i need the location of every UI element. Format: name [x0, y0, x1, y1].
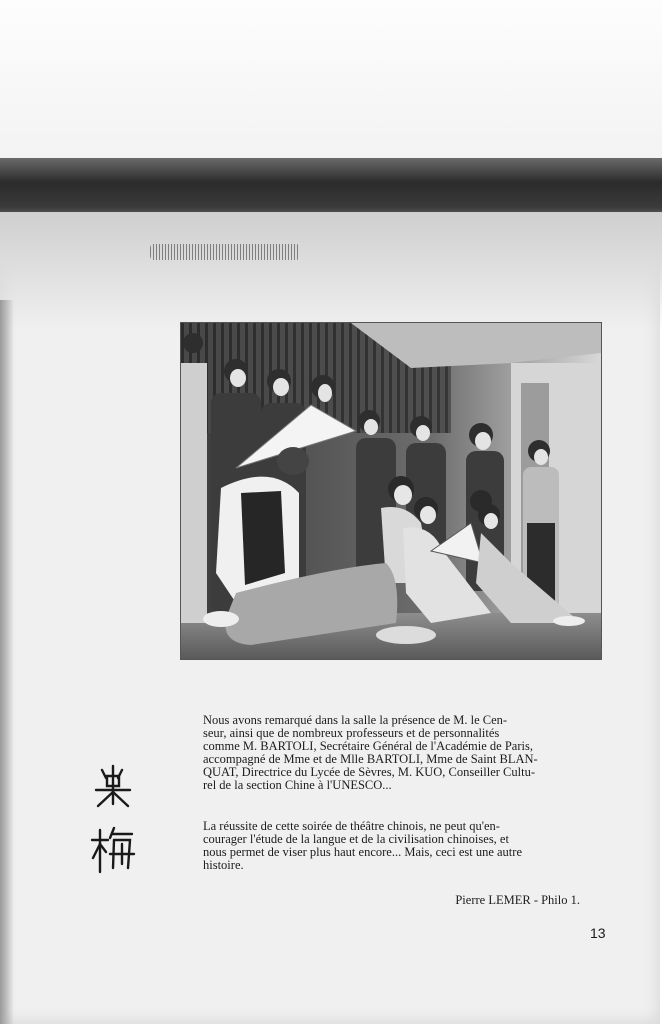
page-fold-shadow — [0, 212, 662, 332]
header-ornament — [150, 244, 300, 260]
theatre-group-photo — [180, 322, 602, 660]
text-line: rel de la section Chine à l'UNESCO... — [203, 778, 392, 792]
text-line: comme M. BARTOLI, Secrétaire Général de l'Académie de Paris, — [203, 739, 533, 753]
author-signature: Pierre LEMER - Philo 1. — [455, 893, 580, 907]
chinese-calligraphy-seal — [88, 760, 138, 880]
text-line: La réussite de cette soirée de théâtre chinois, ne peut qu'en- — [203, 819, 500, 833]
page-gutter-edge — [0, 300, 14, 1024]
text-line: seur, ainsi que de nombreux professeurs et de personnalités — [203, 726, 500, 740]
text-line: Nous avons remarqué dans la salle la présence de M. le Cen- — [203, 713, 508, 727]
text-line: histoire. — [203, 858, 244, 872]
text-line: nous permet de viser plus haut encore... Mais, ceci est une autre — [203, 845, 522, 859]
text-line: courager l'étude de la langue et de la civilisation chinoises, et — [203, 832, 509, 846]
paragraph-conclusion — [203, 820, 603, 872]
page-number: 13 — [590, 925, 606, 941]
text-line: QUAT, Directrice du Lycée de Sèvres, M. KUO, Conseiller Cultu- — [203, 765, 535, 779]
photo-illustration — [181, 323, 601, 659]
paragraph-guests — [203, 714, 603, 792]
text-line: accompagné de Mme et de Mlle BARTOLI, Mme de Saint BLAN- — [203, 752, 538, 766]
scan-background — [0, 0, 662, 160]
